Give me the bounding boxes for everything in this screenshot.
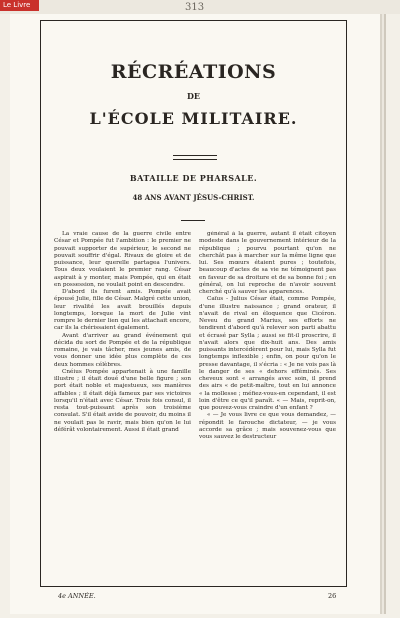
title-connector: DE	[186, 91, 201, 101]
text-column-left	[54, 231, 191, 577]
paragraph: Avant d'arriver au grand événement qui décida du sort de Pompée et de la république romaine, je vais tâcher, mes jeunes amis, de vous donner une idée plus complète de ces deux hommes célèbres.	[54, 332, 191, 368]
section-date: 48 ANS AVANT JÉSUS-CHRIST.	[132, 193, 255, 202]
short-rule	[181, 220, 205, 221]
article-subtitle: L'ÉCOLE MILITAIRE.	[89, 109, 298, 128]
signature-mark: 26	[328, 592, 337, 600]
volume-label: 4e ANNÉE.	[58, 592, 96, 600]
article-title: RÉCRÉATIONS	[110, 61, 277, 83]
paragraph: général à la guerre, autant il était citoyen modeste dans le gouvernement intérieur de la république ; pourvu pourtant qu'on ne cherchât pas à marcher sur la même ligne que lui. Ses mœurs étaient pures ; toutefois, beaucoup d'actes de sa vie ne témoignent pas en faveur de sa droiture et de sa bonne foi ; en général, on lui reproche de n'avoir souvent cherché qu'à sauver les apparences.	[199, 231, 336, 295]
section-heading: BATAILLE DE PHARSALE.	[129, 173, 258, 183]
paragraph: La vraie cause de la guerre civile entre César et Pompée fut l'ambition : le premier ne pouvait supporter de supérieur, le second ne pouvait souffrir d'égal. Rivaux de gloire et de puissance, leur querelle partagea l'univers. Tous deux voulaient le premier rang. César aspirait à y monter, mais Pompée, qui en était en possession, ne voulait point en descendre.	[54, 231, 191, 288]
paragraph: D'abord ils furent amis. Pompée avait épousé Julie, fille de César. Malgré cette union, leur rivalité les avait brouillés depuis longtemps, lorsque la mort de Julie vint rompre le dernier lien qui les attachait encore, car ils la chérissaient également.	[54, 289, 191, 332]
top-bar	[0, 0, 400, 14]
paragraph: Caïus - Julius César était, comme Pompée, d'une illustre naissance ; grand orateur, il n'avait de rival en éloquence que Cicéron. Neveu du grand Marius, ses efforts ne tendirent d'abord qu'à relever son parti abattu et écrasé par Sylla ; aussi se fit-il proscrire, il n'avait alors que dix-huit ans. Des amis puissants intercédèrent pour lui, mais Sylla fut longtemps inflexible ; enfin, on pour qu'on le presse davantage, il s'écria : « Je ne vois pas là le danger de ses « dehors efféminés. Ses cheveux sont « arrangés avec soin, il prend des airs « de petit-maître, tout en lui annonce « la mollesse ; méfiez-vous-en cependant, il est loin d'être ce qu'il paraît. « — Mais, reprit-on, que pouvez-vous craindre d'un enfant ?	[199, 296, 336, 411]
paragraph: « — Je vous livre ce que vous demandez, — répondit le farouche dictateur, — je vous accorde sa grâce ; mais souvenez-vous que vous sauvez le destructeur	[199, 412, 336, 440]
paragraph: Cnéius Pompée appartenait à une famille illustre ; il était doué d'une belle figure ; son port était noble et majestueux, ses manières affables ; il était déjà fameux par ses victoires lorsqu'il n'était avec César. Trois fois consul, il resta tout-puissant après son troisième consulat. S'il était avide de pouvoir, du moins il ne voulait pas le ravir, mais bien qu'on le lui déférât volontairement. Aussi il était grand	[54, 368, 191, 433]
book-page	[10, 14, 380, 614]
text-frame	[40, 20, 347, 587]
ornament-divider	[173, 155, 217, 160]
brand-logo: Le Livre	[0, 0, 39, 11]
text-column-right	[199, 231, 336, 577]
page-number: 313	[185, 2, 205, 13]
